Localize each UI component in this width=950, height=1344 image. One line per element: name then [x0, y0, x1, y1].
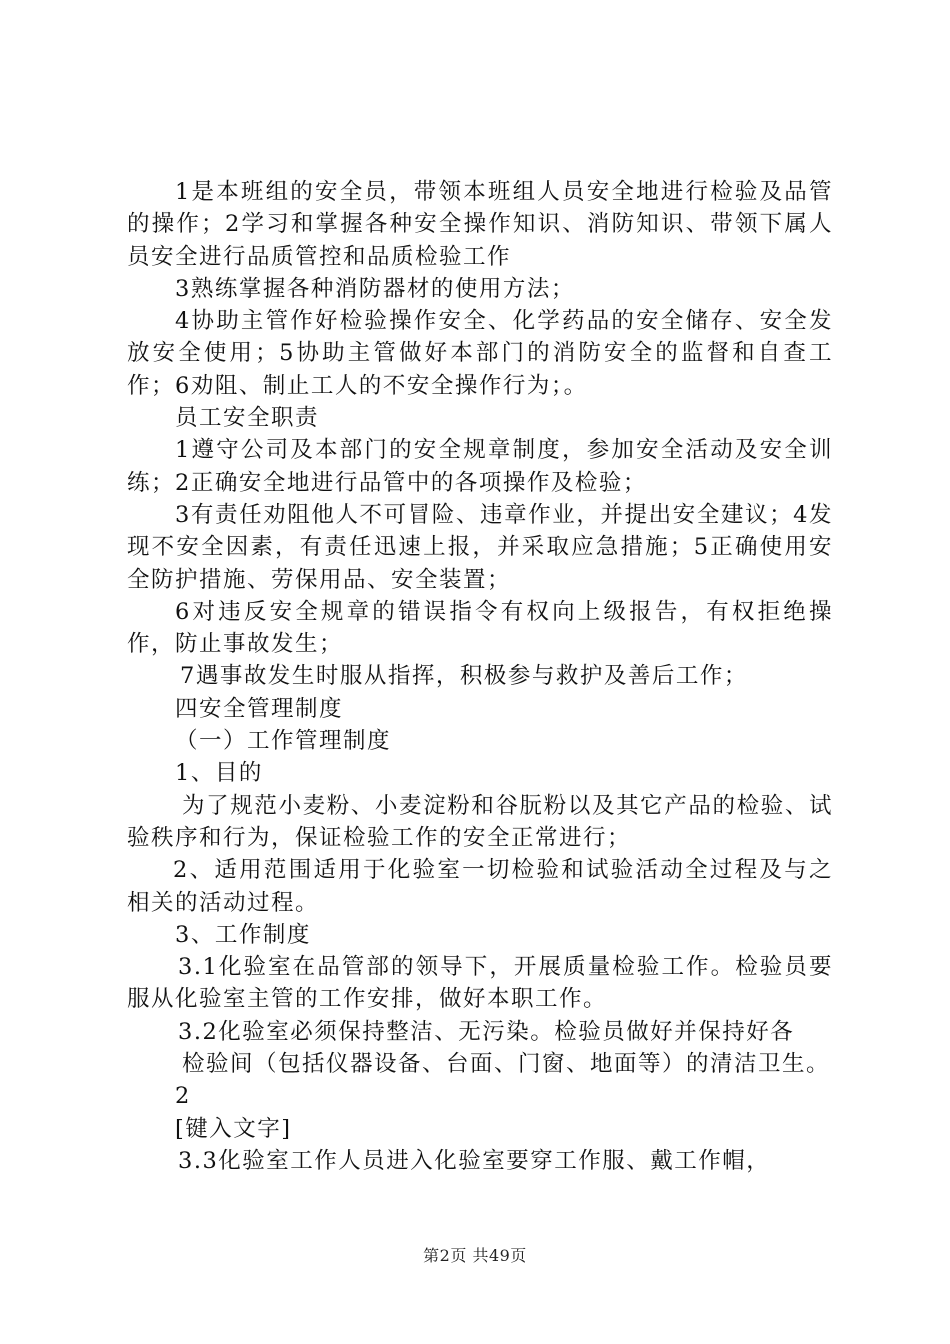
placeholder-type-text: [键入文字] — [175, 1115, 292, 1142]
inline-page-number: 2 — [175, 1083, 191, 1110]
heading-work-management: （一）工作管理制度 — [175, 728, 392, 755]
paragraph-comply-rules: 1遵守公司及本部门的安全规章制度，参加安全活动及安全训练；2正确安全地进行品管中的各项操作及检验； — [127, 437, 833, 496]
paragraph-responsibility: 3有责任劝阻他人不可冒险、违章作业，并提出安全建议；4发现不安全因素，有责任迅速上报，并采取应急措施；5正确使用安全防护措施、劳保用品、安全装置； — [127, 501, 833, 593]
heading-safety-management: 四安全管理制度 — [175, 695, 344, 722]
paragraph-purpose: 为了规范小麦粉、小麦淀粉和谷朊粉以及其它产品的检验、试验秩序和行为，保证检验工作的安全正常进行； — [127, 792, 833, 851]
paragraph-scope: 2、适用范围适用于化验室一切检验和试验活动全过程及与之相关的活动过程。 — [127, 857, 833, 916]
paragraph-security-officer-duties: 1是本班组的安全员，带领本班组人员安全地进行检验及品管的操作；2学习和掌握各种安全操作知识、消防知识、带领下属人员安全进行品质管控和品质检验工作 — [127, 179, 833, 270]
paragraph-rule-3-1: 3.1化验室在品管部的领导下，开展质量检验工作。检验员要服从化验室主管的工作安排，做好本职工作。 — [127, 954, 833, 1013]
heading-employee-safety-duties: 员工安全职责 — [175, 405, 320, 432]
paragraph-rule-3-2: 3.2化验室必须保持整洁、无污染。检验员做好并保持好各 — [178, 1018, 795, 1045]
paragraph-rule-3-2-cont: 检验间（包括仪器设备、台面、门窗、地面等）的清洁卫生。 — [182, 1051, 831, 1078]
heading-purpose: 1、目的 — [175, 760, 263, 787]
document-body — [127, 176, 833, 1177]
paragraph-fire-equipment: 3熟练掌握各种消防器材的使用方法； — [175, 275, 575, 302]
page-footer: 第2页 共49页 — [423, 1246, 527, 1265]
paragraph-report-wrong-orders: 6对违反安全规章的错误指令有权向上级报告，有权拒绝操作，防止事故发生； — [127, 598, 833, 658]
paragraph-assist-supervisor: 4协助主管作好检验操作安全、化学药品的安全储存、安全发放安全使用；5协助主管做好本部门的消防安全的监督和自查工作；6劝阻、制止工人的不安全操作行为；。 — [127, 308, 833, 399]
heading-work-rules: 3、工作制度 — [175, 921, 311, 948]
paragraph-rule-3-3: 3.3化验室工作人员进入化验室要穿工作服、戴工作帽， — [178, 1147, 771, 1174]
paragraph-accident-response: 7遇事故发生时服从指挥，积极参与救护及善后工作； — [180, 663, 748, 690]
